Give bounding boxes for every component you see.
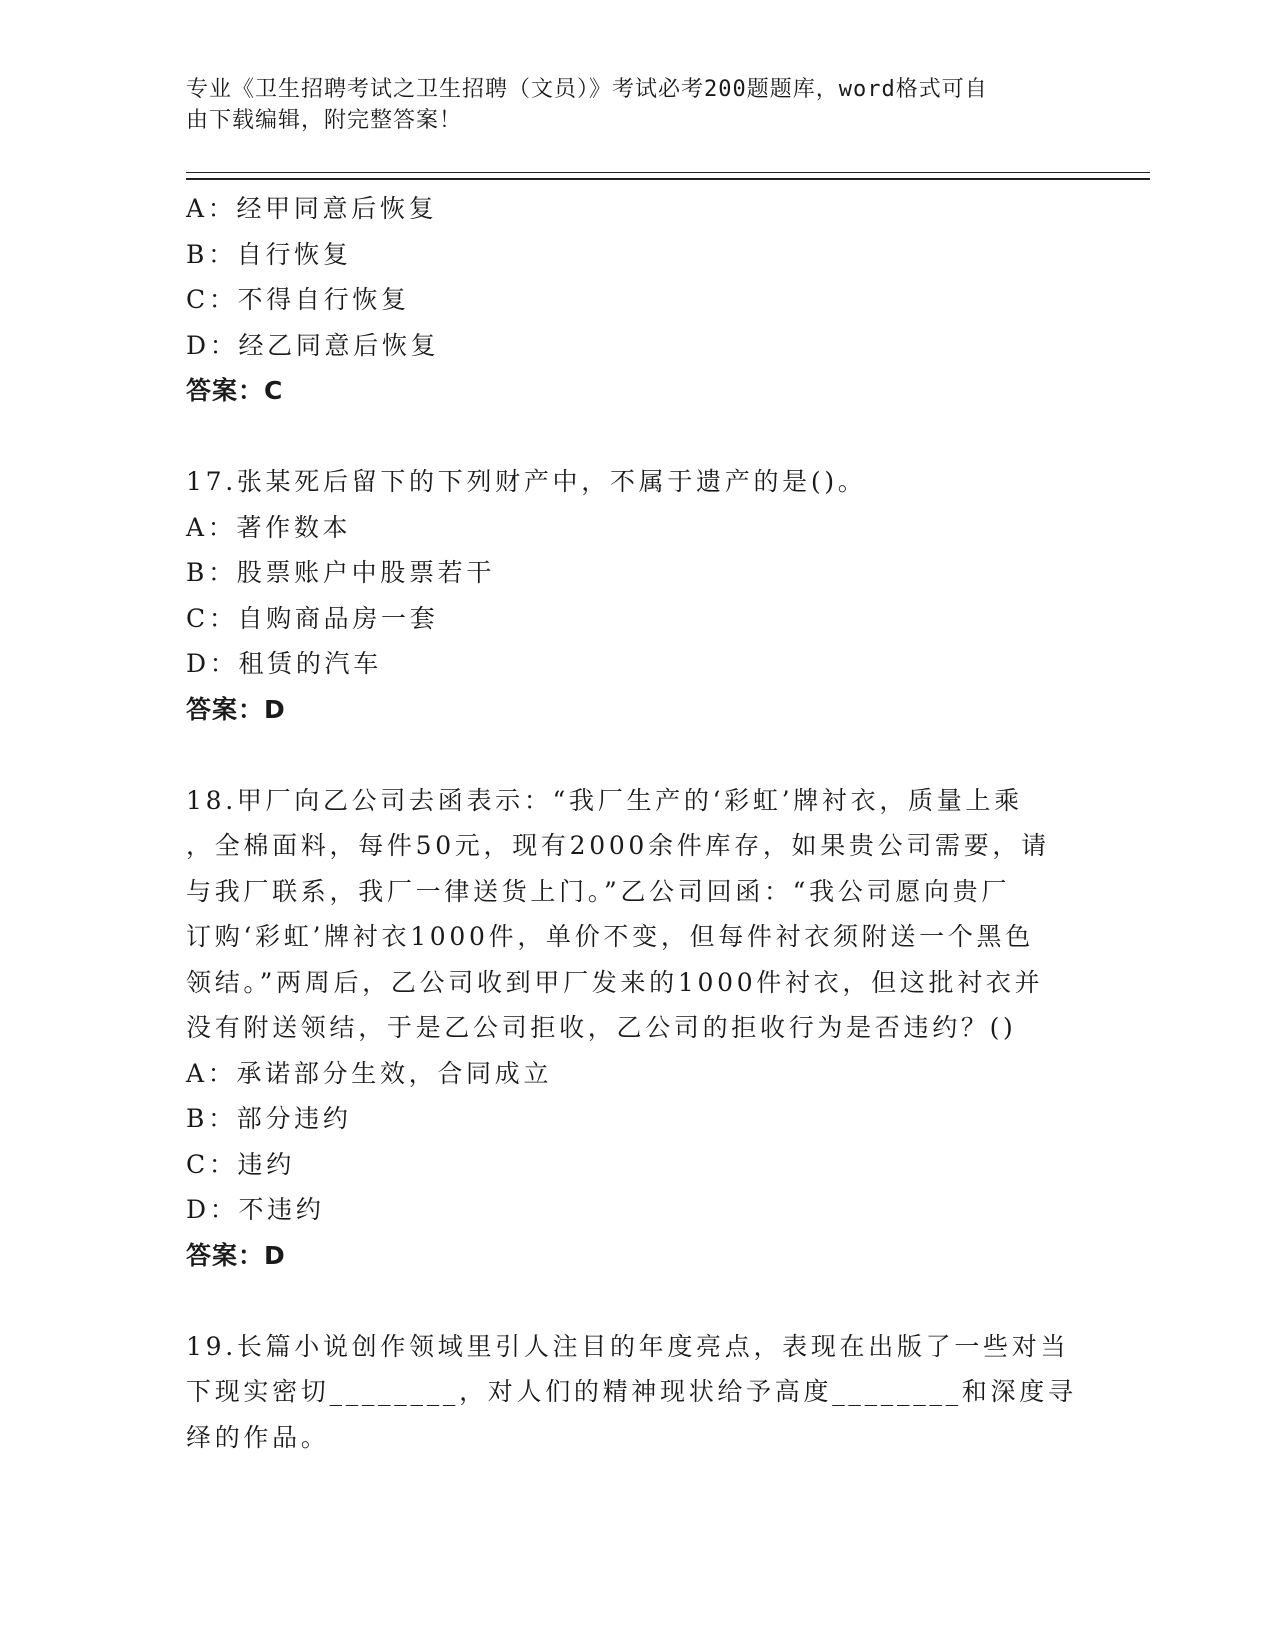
option-a: A：承诺部分生效，合同成立	[186, 1058, 553, 1088]
spacer	[186, 414, 1086, 460]
option-a: A：著作数本	[186, 512, 352, 542]
option-b: B：部分违约	[186, 1104, 352, 1133]
header-divider	[186, 172, 1150, 173]
question-stem-line: 与我厂联系，我厂一律送货上门。”乙公司回函：“我公司愿向贵厂	[186, 876, 1011, 906]
header-line: 由下载编辑，附完整答案！	[186, 108, 463, 133]
question-stem-line: ，全棉面料，每件50元，现有2000余件库存，如果贵公司需要，请	[186, 831, 1050, 860]
option-b: B：自行恢复	[186, 239, 352, 269]
header-divider	[186, 178, 1150, 180]
question-stem-line: 18.甲厂向乙公司去函表示：“我厂生产的‘彩虹’牌衬衣，质量上乘	[186, 785, 1023, 815]
question-18	[186, 778, 1086, 1279]
option-b: B：股票账户中股票若干	[186, 558, 496, 587]
question-stem-line: 下现实密切________，对人们的精神现状给予高度________和深度寻	[186, 1377, 1077, 1406]
spacer	[186, 732, 1086, 778]
question-stem-line: 领结。”两周后，乙公司收到甲厂发来的1000件衬衣，但这批衬衣并	[186, 967, 1044, 997]
document-header	[186, 74, 1086, 136]
question-stem-line: 没有附送领结，于是乙公司拒收，乙公司的拒收行为是否违约？()	[186, 1013, 1017, 1042]
question-stem-line: 订购‘彩虹’牌衬衣1000件，单价不变，但每件衬衣须附送一个黑色	[186, 922, 1034, 951]
option-d: D：租赁的汽车	[186, 649, 382, 678]
question-19	[186, 1324, 1086, 1461]
header-line: 专业《卫生招聘考试之卫生招聘（文员）》考试必考200题题库，word格式可自	[186, 77, 988, 102]
option-c: C：违约	[186, 1149, 295, 1179]
option-c: C：自购商品房一套	[186, 603, 439, 633]
spacer	[186, 1278, 1086, 1324]
question-stem-line: 绎的作品。	[186, 1422, 330, 1452]
question-16	[186, 186, 1086, 414]
question-stem: 17.张某死后留下的下列财产中，不属于遗产的是()。	[186, 467, 867, 496]
question-17	[186, 459, 1086, 732]
option-c: C：不得自行恢复	[186, 285, 410, 314]
option-a: A：经甲同意后恢复	[186, 194, 438, 223]
question-stem-line: 19.长篇小说创作领域里引人注目的年度亮点，表现在出版了一些对当	[186, 1331, 1070, 1361]
option-d: D：经乙同意后恢复	[186, 330, 440, 360]
answer-label: 答案：C	[186, 376, 284, 405]
option-d: D：不违约	[186, 1195, 325, 1224]
answer-label: 答案：D	[186, 1240, 286, 1270]
answer-label: 答案：D	[186, 694, 286, 724]
question-list	[186, 186, 1086, 1460]
